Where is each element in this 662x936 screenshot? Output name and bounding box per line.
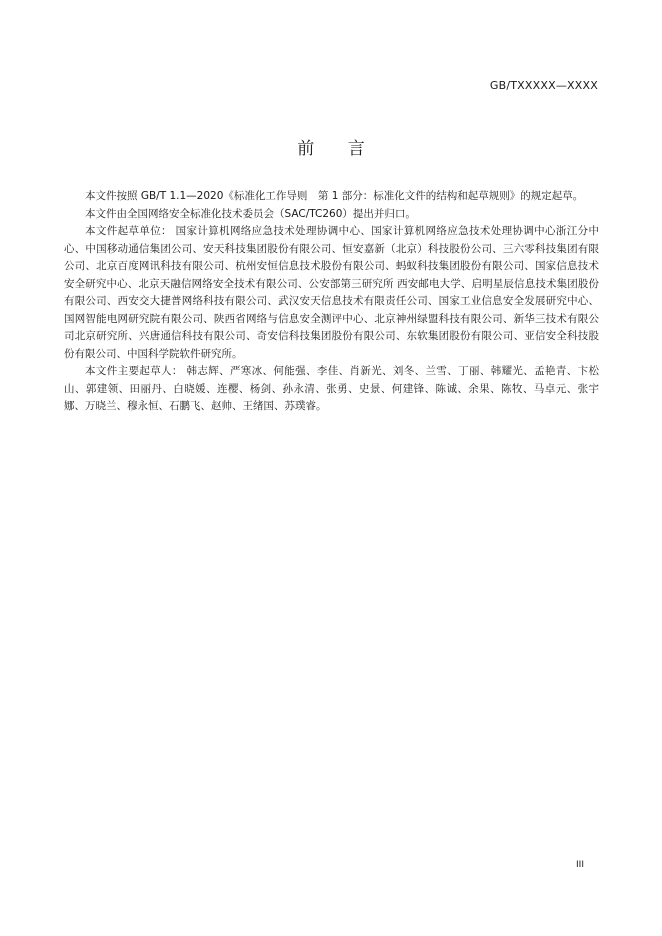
document-code: GB/TXXXXX—XXXX [489, 79, 598, 92]
page-title: 前 言 [297, 139, 379, 159]
page-number: III [576, 860, 584, 870]
paragraph-drafting-rules: 本文件按照 GB/T 1.1—2020《标准化工作导则 第 1 部分：标准化文件的结构和起草规则》的规定起草。 [85, 190, 584, 202]
paragraph-drafting-units: 本文件起草单位： 国家计算机网络应急技术处理协调中心、国家计算机网络应急技术处理协调中心浙江分中心、中国移动通信集团公司、安天科技集团股份有限公司、恒安嘉新（北京）科技股份公司、三六零科技集团有限公司、北京百度网讯科技有限公司、杭州安恒信息技术股份有限公司、蚂蚁科技集团股份有限公司、国家信息技术安全研究中心、北京天融信网络安全技术有限公司、公安部第三研究所 西安邮电大学、启明星辰信息技术集团股份有限公司、西安交大捷普网络科技有限公司、武汉安天信息技术有限责任公司、国家工业信息安全发展研究中心、国网智能电网研究院有限公司、陕西省网络与信息安全测评中心、北京神州绿盟科技有限公司、新华三技术有限公司北京研究所、兴唐通信科技有限公司、奇安信科技集团股份有限公司、东软集团股份有限公司、亚信安全科技股份有限公司、中国科学院软件研究所。 [64, 225, 599, 360]
preface-body [64, 188, 599, 416]
paragraph-proposer: 本文件由全国网络安全标准化技术委员会（SAC/TC260）提出并归口。 [85, 207, 416, 220]
paragraph-drafters: 本文件主要起草人： 韩志辉、严寒冰、何能强、李佳、肖新光、刘冬、兰雪、丁丽、韩耀光、孟艳青、卞松山、郭建领、田丽丹、白晓媛、连樱、杨剑、孙永清、张勇、史景、何建锋、陈诚、余果、陈牧、马卓元、张宇娜、万晓兰、穆永恒、石鹏飞、赵帅、王绪国、苏璞睿。 [64, 365, 599, 412]
